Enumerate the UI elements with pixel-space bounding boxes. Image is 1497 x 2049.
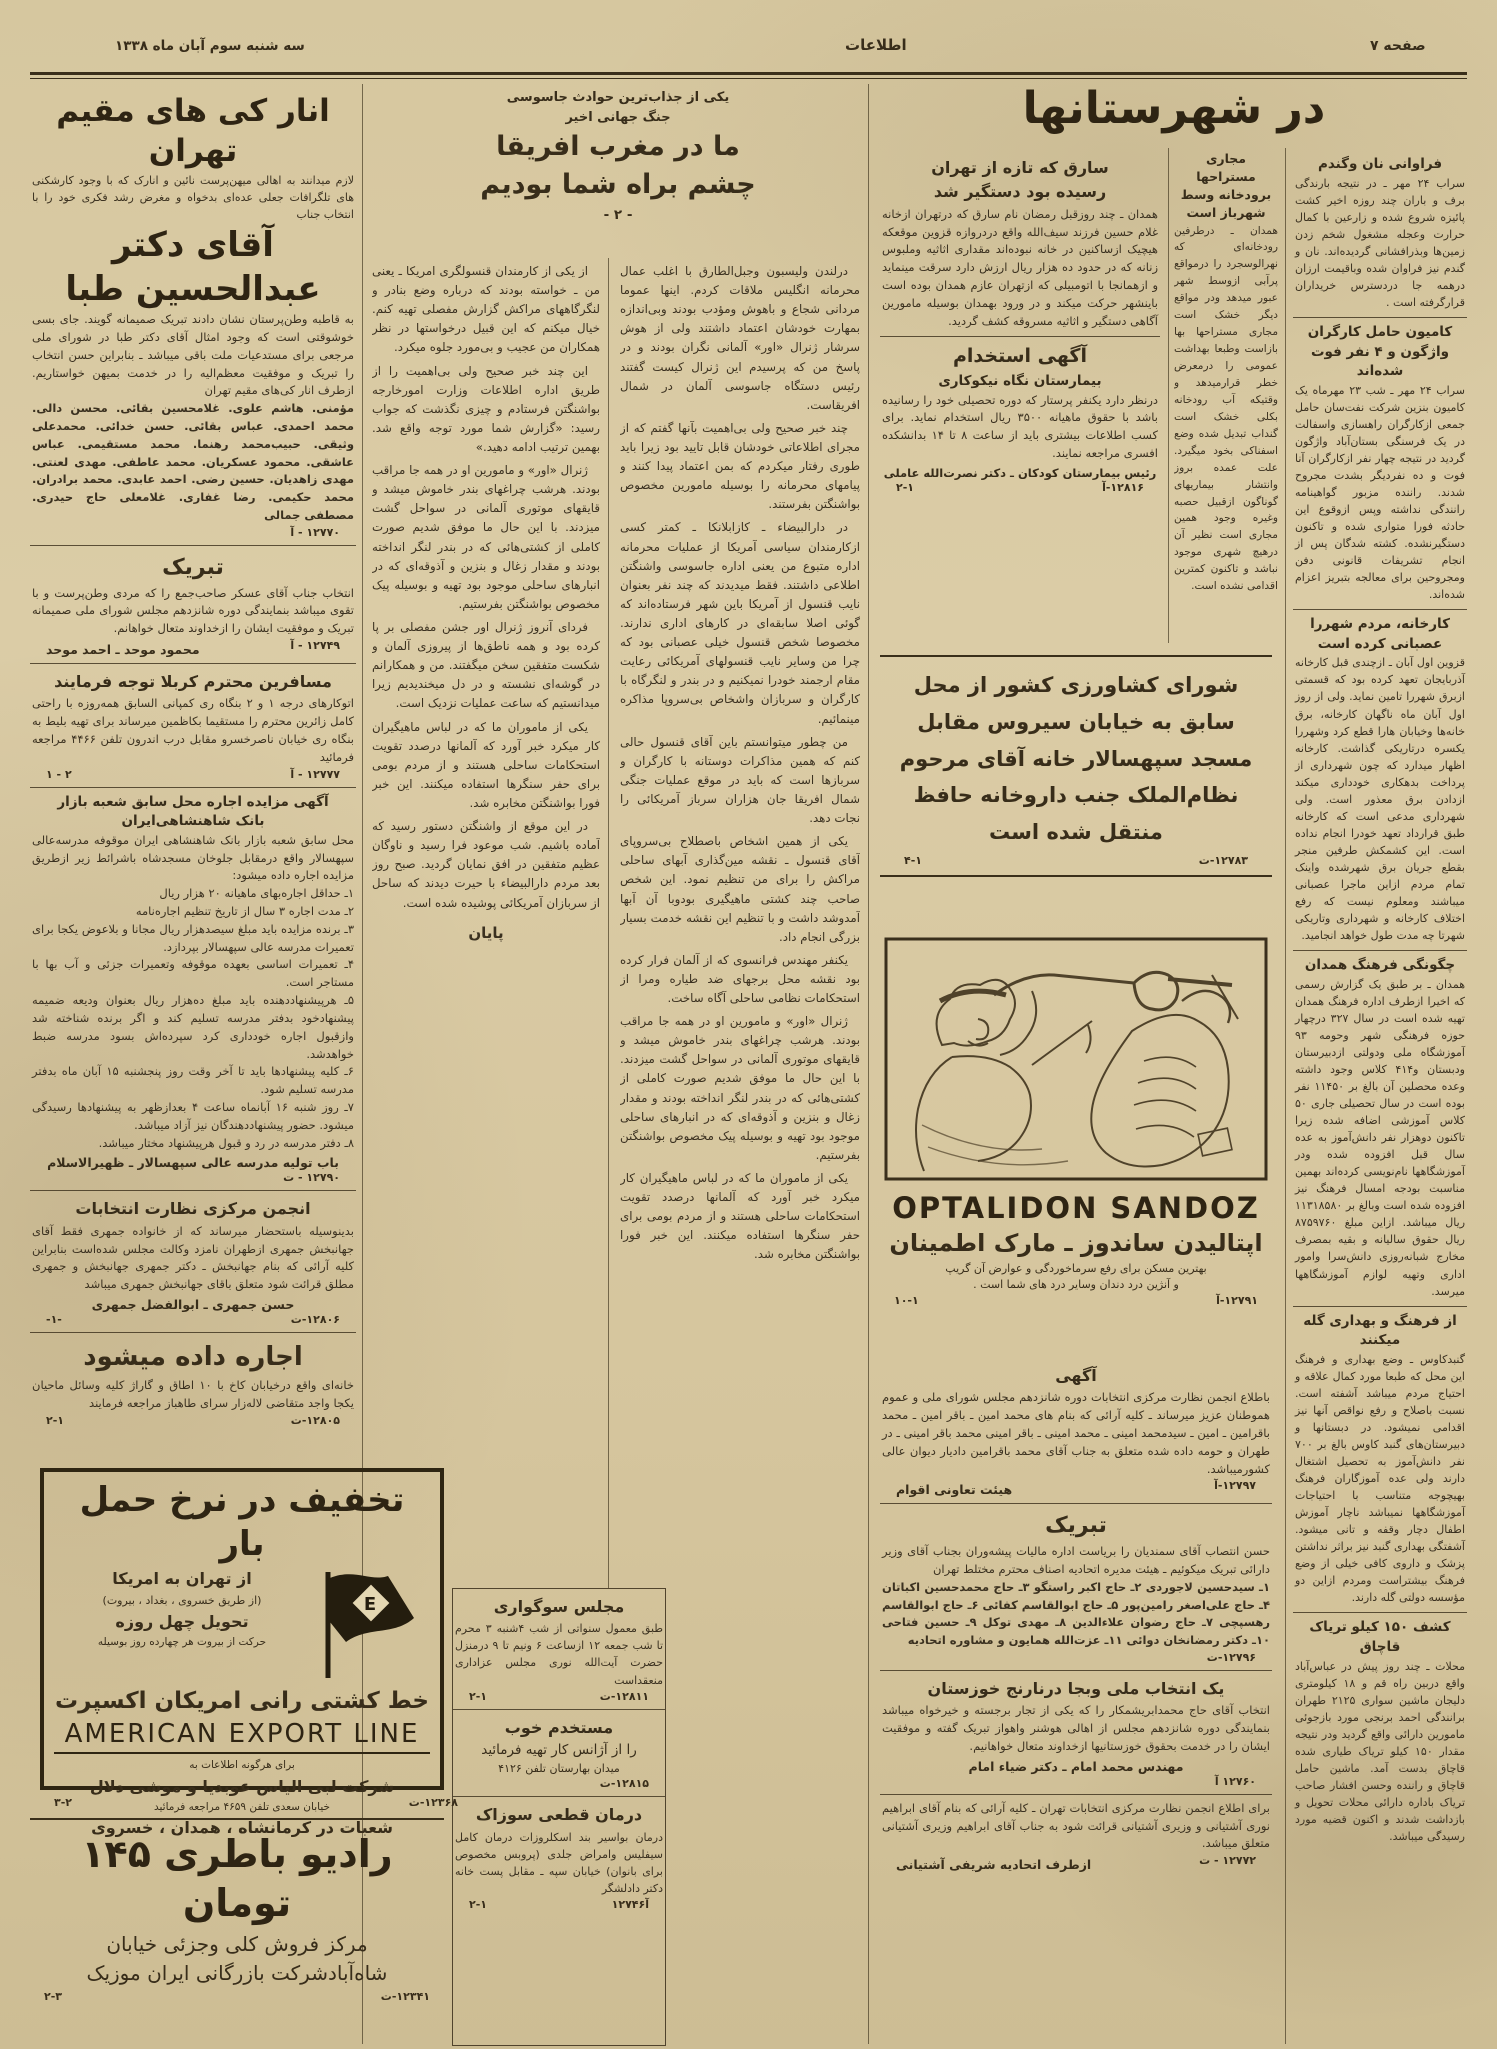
- run-count: ۱۰-۱: [894, 1294, 919, 1308]
- section-tabrik: [30, 545, 356, 663]
- american-export-flag-icon: [310, 1566, 430, 1684]
- agri-council-text: شورای کشاورزی کشور از محل سابق به خیابان سیروس مقابل مسجد سپهسالار خانه آقای مرحوم نظام‌الملک جنب داروخانه حافظ منتقل شده است: [899, 673, 1253, 844]
- mid-column-top: [880, 150, 1160, 648]
- mozayede-item: ۵ـ هرپیشنهاددهنده باید مبلغ ده‌هزار ریال بعنوان ودیعه ضمیمه پیشنهادخود بدفتر مدرسه تسلیم کند و اگر برنده شناخته شد وازقبول اجاره خودداری کرد سپرده‌اش بسود مدرسه ضبط خواهدشد.: [32, 993, 354, 1061]
- province-article: [1293, 1612, 1467, 1851]
- province-article: [1293, 317, 1467, 609]
- run-count: -۱-: [46, 1313, 62, 1327]
- optalidon-tagline2: و آنژین درد دندان وسایر درد های شما است .: [973, 1278, 1179, 1292]
- employee-body: را از آژانس کار تهیه فرمائید: [481, 1741, 637, 1758]
- column-rule: [1285, 148, 1286, 2044]
- left-ads-column: [30, 86, 356, 1456]
- provinces-headline-text: در شهرستانها: [1022, 83, 1326, 134]
- province-article-body: همدان ـ بر طبق یک گزارش رسمی که اخیرا ازطرف اداره فرهنگ همدان تهیه شده است در سال ۳۲۷ درچهار حوزه فرهنگی شهر وحومه ۹۳ آموزشگاه ملی ودولتی ازدبیرستان ودبستان و۴۱۴ کلاس وجود داشته وعده محصلین آن بالغ بر ۱۱۴۵۰ نفر بوده است در سال تحصیلی جاری ۵۰ کلاس آموزشی اضافه شده زیرا تاکنون دوهزار نفر دانش‌آموز به عده سال قبل افزوده شده ودر آموزشگاهها نام‌نویسی کرده‌اند بهمین مناسبت بودجه امسال فرهنگ نیز افزوده شده است وبالغ بر ۱۱۳۱۸۵۸۰ ریال میباشد. ازاین مبلغ ۸۷۵۹۷۶۰ ریال حقوق سالیانه و بقیه بمصرف مخارج شبانه‌روزی دانش‌سرا وامور اداری وتهیه لوازم آموزشگاهها میرسد.: [1295, 977, 1465, 1298]
- ship-ad-fa-name: خط کشتی رانی امریکان اکسپرت: [55, 1688, 429, 1715]
- spy-paragraph: از یکی از کارمندان قنسولگری امریکا ـ یعنی من ـ خواسته بودند که درباره وضع بنادر و لنگرگاههای مراکش گزارش مفصلی تهیه کنم. خیال میکنم که این قبیل درخواستها در نظر همکاران من عجیب و بی‌مورد جلوه میکرد.: [372, 264, 600, 355]
- spy-paragraph: یکی از همین اشخاص باصطلاح بی‌سروپای آقای قنسول ـ نقشه مین‌گذاری آبهای ساحلی مراکش را برای من تنظیم نمود. این شخص صاحب چند کشتی ماهیگیری بودوبا آن آبها آمدوشد داشت و با تنظیم این نقشه خدمت بسیار بزرگی انجام داد.: [620, 834, 860, 944]
- agri-council-box: [880, 655, 1272, 927]
- optalidon-tagline1: بهترین مسکن برای رفع سرماخوردگی و عوارض آن گریپ: [945, 1262, 1207, 1276]
- masthead: اطلاعات: [845, 36, 907, 54]
- thief-title2: رسیده بود دستگیر شد: [933, 182, 1107, 202]
- notice-number: ۱۲۷۹۷-آ: [1214, 1479, 1256, 1493]
- mozayede-item: ۴ـ تعمیرات اساسی بعهده موقوفه وتعمیرات جزئی و آب بها با مستاجر است.: [32, 957, 354, 990]
- medical-title: درمان قطعی سوزاک: [475, 1805, 643, 1825]
- radio-ad-line1: مرکز فروش کلی وجزئی خیابان: [106, 1931, 368, 1956]
- spy-kicker2: جنگ جهانی اخیر: [565, 109, 671, 125]
- province-article-title: کشف ۱۵۰ کیلو تریاک قاچاق: [1309, 1619, 1451, 1655]
- notice-number: ۱۲۷۹۶-ت: [1206, 1651, 1256, 1665]
- sewer-article-body: همدان ـ درطرفین رودخانه‌ای که نهرالوسجرد را درمواقع پرآبی ازوسط شهر عبور میدهد ودر مواقع دیگر خشک است مجاری مستراحها بها بازاست وطبعا بهداشت عمومی را درمعرض خطر قرارمیدهد و وقتیکه آب رودخانه بکلی خشک است گنداب تبدیل شده وضع اسفناکی بخود میگیرد. علت عمده بروز وانتشار بیماریهای گوناگون ازقبیل حصبه وغیره وجود همین مجاری است نظیر آن درهیچ شهری موجود نباشد و تاکنون کمترین اقدامی نشده است.: [1174, 224, 1278, 593]
- mozayede-item: ۸ـ دفتر مدرسه در رد و قبول هرپیشنهاد مختار میباشد.: [98, 1135, 354, 1150]
- notice-number: ۱۲۷۹۰ - ت: [283, 1171, 340, 1185]
- notice-number: ۱۲۷۸۳-ت: [1198, 853, 1248, 867]
- tabrik-body: انتخاب جناب آقای عسکر صاحب‌جمع را که مردی وطن‌پرست و با تقوی میباشد بنمایندگی دوره شانزدهم مجلس شورای ملی صمیمانه تبریک و موفقیت ایشان را ازخداوند متعال خواهانم.: [32, 585, 354, 636]
- radio-ad-title: رادیو باطری ۱۴۵ تومان: [81, 1832, 393, 1926]
- province-article-title: چگونگی فرهنگ همدان: [1304, 957, 1456, 974]
- province-article-body: محلات ـ چند روز پیش در عباس‌آباد واقع دربین راه قم و ۱۸ کیلومتری دلیجان ماشین سواری ۲۱۲۵ طهران برانندگی احمد برنجی مورد بازجوئی مامورین دارائی واقع گردید ودر نتیجه مقدار ۱۵۰ کیلو تریاک طیاری شده قاچاق بدست آمد. ماشین حامل قاچاق و راننده وحسن افشار صاحب تریاک باداره دارائی محلات تحویل و بازداشت شدند و اکنون قضیه مورد رسیدگی میباشد.: [1295, 1659, 1465, 1844]
- ship-ad-info1: برای هرگونه اطلاعات به: [189, 1759, 295, 1772]
- run-count: ۴-۱: [904, 853, 922, 867]
- guild-congrats-names: ۱ـ سیدحسین لاجوردی ۲ـ حاج اکبر راستگو ۳ـ حاج محمدحسین اکباتان ۴ـ حاج علی‌اصغر رامین‌پور ۵ـ حاج ابوالقاسم کفائی ۶ـ حاج ابوالقاسم رهسپچی ۷ـ حاج رضوان علاءالدین ۸ـ مهدی توکل ۹ـ حسین فتاحی ۱۰ـ دکتر رمضانخان دوائی ۱۱ـ عزت‌الله همایون و مشاوره اتحادیه: [882, 1579, 1271, 1648]
- spy-paragraph: در دارالبیضاء ـ کازابلانکا ـ کمتر کسی ازکارمندان سیاسی آمریکا از عملیات محرمانه اداره متبوع من یعنی اداره جاسوسی واشنگتن اطلاعی داشتند. فقط میدیدند که چند نفر بعنوان نایب قنسول از آمریکا باین شهر فرستاده‌اند که گوئی اصلا سابقه‌ای در کارهای اداری ندارند. مخصوصا شخص قنسول خیلی عصبانی بود که چرا من وسایر نایب قنسولهای آمریکائی رعایت مقام ارجمند خودرا نمیکنیم و در بندر و لنگرگاه با کارگران و سربازان واشخاص بی‌سروپا مذاکره مینمائیم.: [620, 520, 860, 726]
- guild-congrats: [880, 1503, 1272, 1670]
- spy-title1: ما در مغرب افریقا: [496, 131, 740, 162]
- ship-ad-info3: خیابان سعدی تلفن ۴۶۵۹ مراجعه فرمائید: [154, 1801, 330, 1814]
- karbala-title: مسافرین محترم کربلا توجه فرمایند: [54, 671, 332, 691]
- ship-ad-line1: از تهران به امریکا: [112, 1569, 252, 1589]
- province-article: [1293, 950, 1467, 1305]
- mozayede-intro: محل سابق شعبه بازار بانک شاهنشاهی ایران موقوفه مدرسه‌عالی سپهسالار واقع درمقابل جلوخان مسجدشاه باشرائط زیر ازطریق مزایده اجاره داده میشود:: [32, 832, 354, 883]
- small-ads-column: [452, 1588, 666, 2046]
- thief-title1: سارق که تازه از تهران: [931, 158, 1109, 177]
- anaraki-title: انار کی های مقیم تهران: [56, 93, 330, 170]
- section-anaraki: [30, 86, 356, 545]
- anjoman-signature: حسن جمهری ـ ابوالفضل جمهری: [91, 1297, 295, 1313]
- radio-ad: [30, 1818, 444, 2003]
- date-label: سه شنبه سوم آبان ماه ۱۳۳۸: [115, 38, 305, 54]
- ship-ad-latin-name: AMERICAN EXPORT LINE: [54, 1719, 430, 1754]
- section-karbala: [30, 663, 356, 787]
- mid-column-bottom: [880, 1358, 1272, 2044]
- province-article: [1293, 150, 1467, 317]
- ashtiani-notice-body: برای اطلاع انجمن نظارت مرکزی انتخابات تهران ـ کلیه آرائی که بنام آقای ابراهیم نوری آشتیانی و وزیری آشتیانی قرائت شود به جناب آقای ابراهیم وزیری آشتیانی متعلق میباشد.: [882, 1800, 1270, 1851]
- mourning-body: طبق معمول سنواتی از شب ۴شنبه ۳ محرم تا شب جمعه ۱۲ ازساعت ۶ ونیم تا ۹ درمنزل حضرت آیت‌الله نوری مجلس عزاداری منعقداست: [455, 1622, 664, 1687]
- employment-body: درنظر دارد یکنفر پرستار که دوره تحصیلی خود را رسانیده باشد با حقوق ماهیانه ۳۵۰۰ ریال استخدام نماید. برای کسب اطلاعات بیشتری باید از ساعت ۸ تا ۱۴ بدانشکده افسری مراجعه نمایند.: [882, 392, 1159, 461]
- spy-paragraph: چند خبر صحیح ولی بی‌اهمیت بآنها گفتم که از مجرای اطلاعاتی خودشان قابل تایید بود زیرا باید طوری رفتار میکردم که بمن اعتماد پیدا کنند و پیامهای محرمانه را بوسیله مامورین مخصوص بواشنگتن بفرستند.: [620, 420, 860, 512]
- sewer-article-title: مجاری مستراحها برودخانه وسط شهرباز است: [1180, 151, 1272, 221]
- ship-ad-title: تخفیف در نرخ حمل بار: [79, 1480, 405, 1565]
- province-article-title: از فرهنگ و بهداری گله میکنند: [1303, 1312, 1457, 1349]
- notice-number: ۱۲۷۹۱-آ: [1216, 1294, 1258, 1308]
- section-anjoman: [30, 1190, 356, 1332]
- ship-ad-info2: شرکت لبی الیاس عوبدیا و موشی دلال: [89, 1776, 395, 1796]
- optalidon-latin-name: OPTALIDON SANDOZ: [892, 1191, 1260, 1225]
- karbala-body: اتوکارهای درجه ۱ و ۲ بنگاه ری کمپانی السابق همه‌روزه با راحتی کامل زائرین محترم را مستقیما بکاظمین میرساند برای تهیه بلیط به بنگاه ری خیابان ناصرخسرو مقابل درب اندرون تلفن ۴۴۶۶ مراجعه فرمائید: [32, 696, 354, 764]
- spy-paragraph: من چطور میتوانستم باین آقای قنسول حالی کنم که همین مذاکرات دوستانه با کارگران و سربازها است که باید در موقع عملیات جنگی شمال افریقا جان هزاران سرباز آمریکائی را نجات دهد.: [620, 734, 860, 826]
- notice-number: ۱۲۸۱۶-آ: [1102, 480, 1144, 494]
- spy-title2: چشم براه شما بودیم: [480, 169, 756, 201]
- anjoman-title: انجمن مرکزی نظارت انتخابات: [75, 1199, 311, 1219]
- notice-number: آ۱۲۷۴۶: [611, 1898, 649, 1912]
- spy-paragraph: فردای آنروز ژنرال اور جشن مفصلی بر پا کرده بود و همه ناطق‌ها از پیروزی آلمان و شکست متفقین سخن میگفتند. من و همکارانم در گوشه‌ای نشسته و در دل میخندیدیم زیرا میدانستیم که ساعت عملیات نزدیک است.: [372, 619, 600, 711]
- radio-ad-line2: شاه‌آبادشرکت بازرگانی ایران موزیک: [86, 1960, 388, 1985]
- ashtiani-notice: [880, 1794, 1272, 1878]
- spy-paragraph: ژنرال «اور» و مامورین او در همه جا مراقب بودند. هرشب چراغهای بندر خاموش میشد و قایقهای موتوری آلمانی در سواحل گشت میزدند. با این حال ما موفق شدیم صورت کاملی از کشتی‌هائی که در بندر لنگر انداخته بودند و مقدار زغال و بنزین و آذوقه‌ای که در انبارهای ساحلی موجود بود تهیه و بوسیله پیک مخصوص بواشنگتن بفرستیم.: [620, 1014, 860, 1162]
- tabrik-signature: محمود موحد ـ احمد موحد: [46, 641, 200, 657]
- thief-article: [880, 150, 1160, 336]
- thief-body: همدان ـ چند روزقبل رمضان نام سارق که درتهران ازخانه غلام حسین فرزند سیف‌الله واقع دردروازه قزوین موقعکه هیچیک ازساکنین در خانه نبوده‌اند مقداری اثاثیه وملبوس زنانه که در حدود ده هزار ریال ارزش دارد سرقت مینماید و ازهمانجا با اتومبیلی که ازتهران عازم همدان بوده است باینشهر حرکت میکند و در ورود بهمدان بوسیله مامورین آگاهی دستگیر و اثاثیه مسروقه کشف گردید.: [882, 206, 1158, 328]
- spy-paragraph: یکنفر مهندس فرانسوی که از آلمان فرار کرده بود نقشه محل برجهای ضد طیاره ومرا از استحکامات نظامی ساحلی آگاه ساخت.: [620, 952, 860, 1006]
- notice-number: ۱۲۸۱۵-ت: [599, 1777, 649, 1791]
- province-article-title: فراوانی نان وگندم: [1317, 156, 1443, 172]
- section-mozayede: [30, 787, 356, 1191]
- spy-end-mark: پایان: [468, 923, 504, 942]
- notice-number: ۱۲۷۷۰ - آ: [290, 525, 340, 539]
- anaraki-subtext: لازم میدانند به اهالی میهن‌پرست نائین و انارک که با وجود کارشکنی های تلگرافات جعلی عده‌ای بدخواه و مغرض رشد فکری خود را با انتخاب جناب: [32, 173, 354, 221]
- provinces-column: [1293, 150, 1467, 2044]
- employment-title: آگهی استخدام: [952, 345, 1087, 368]
- mozayede-item: ۲ـ مدت اجاره ۳ سال از تاریخ تنظیم اجاره‌نامه: [135, 904, 354, 918]
- province-article-body: قزوین اول آبان ـ ازچندی قبل کارخانه آذربایجان تعهد کرده بود که قسمتی ازبرق شهررا تامین نماید. ولی از روز اول آبان ماه ناگهان کارخانه، برق خانه‌ها وخیابان هارا قطع کرد وشهررا یکسره درتاریکی گذاشت. کارخانه اظهار میدارد که چون شهرداری از پرداخت بدهکاری خودداری میکند ازدادن برق معذور است. ولی شهرداری مدعی است که کارخانه طبق قرارداد تعهد خودرا انجام نداده است. این کشمکش طرفین منجر بقطع جریان برق شهرشده واینک تمام مردم ازاین ماجرا عصبانی میباشند ومعلوم نیست که رفع اختلاف کارخانه و شهرداری وتاریکی شهرتا چه مدت طول خواهد انجامید.: [1295, 656, 1465, 943]
- page-number-label: صفحه ۷: [1370, 38, 1426, 54]
- run-count: ۲-۱: [896, 480, 914, 494]
- header-rule-thick: [30, 72, 1467, 75]
- notice-number: ۱۲۷۷۲ - ت: [1199, 1854, 1256, 1868]
- province-article: [1293, 1306, 1467, 1613]
- medical-notice: [453, 1796, 665, 1917]
- ship-ad-numbers: [40, 1795, 472, 1809]
- spy-article-headline: [372, 88, 864, 256]
- employee-title: مستخدم خوب: [504, 1717, 614, 1737]
- svg-text:E: E: [363, 1594, 379, 1616]
- spy-article-column-left: [372, 262, 600, 1560]
- ejare-body: خانه‌ای واقع درخیابان کاخ با ۱۰ اطاق و گاراژ کلیه وسائل ماحیان یکجا واجد متقاضی لاله‌زار سرای طاهباز مراجعه فرمایند: [32, 1378, 354, 1410]
- notice-number: ۱۲۷۶۰ آ: [1214, 1774, 1256, 1788]
- header-rule-thin: [30, 78, 1467, 79]
- spy-paragraph: یکی از ماموران ما که در لباس ماهیگیران کار میکرد خبر آورد که آلمانها درصدد تقویت استحکامات ساحلی هستند و از مردم بومی برای حفر سنگرها استفاده میکنند. این خبر فورا بواشنگتن مخابره شد.: [372, 719, 600, 810]
- provinces-headline: [880, 80, 1468, 142]
- notice-number: ۱۲۷۴۹ - آ: [290, 638, 340, 652]
- mozayede-title: آگهی مزایده اجاره محل سابق شعبه بازار: [57, 793, 329, 810]
- spy-part-number: - ۲ -: [603, 206, 633, 223]
- optalidon-ad: [880, 935, 1272, 1355]
- election-notice-title: آگهی: [1055, 1366, 1097, 1385]
- notice-number: ۱۲۸۱۱-ت: [599, 1689, 649, 1703]
- ship-ad-line2: (از طریق خسروی ، بغداد ، بیروت): [102, 1593, 262, 1607]
- khuzestan-congrats-body: انتخاب آقای حاج محمدابریشمکار را که یکی از تجار برجسته و خیرخواه میباشد بنمایندگی دوره شانزدهم مجلس از اهالی هوشنر واهواز تبریک گفته و موفقیت ایشان را در خدمت بحقوق خوزستانیها ازخداوند متعال خواهانیم.: [882, 1703, 1270, 1754]
- province-article-body: سراب ۲۴ مهر ـ در نتیجه بارندگی برف و باران چند روزه اخیر کشت پائیزه شروع شده و زارعین با کمال حرارت وعجله مشغول شخم زدن زمین‌ها وبذرافشانی گردیده‌اند. نان و گندم نیز فراوان شده وباقیمت ارزان درهمه جا دردسترس خریداران قرارگرفته است .: [1295, 176, 1465, 309]
- notice-number: ۱۲۸۰۵-ت: [290, 1413, 340, 1427]
- run-count: ۲-۱: [469, 1898, 487, 1912]
- mourning-notice: [453, 1589, 665, 1709]
- section-ejare: [30, 1332, 356, 1433]
- sewer-article-column: [1174, 150, 1278, 644]
- anaraki-doctor-name: آقای دکتر عبدالحسین طبا: [65, 224, 321, 309]
- province-article-title: کارخانه، مردم شهررا عصبانی کرده است: [1310, 616, 1450, 652]
- mozayede-item: ۳ـ برنده مزایده باید مبلغ سیصدهزار ریال مجانا و بلاعوض یکجا برای تعمیرات مدرسه عالی سپهسالار بپردازد.: [32, 921, 354, 954]
- ashtiani-notice-signature: ازطرف اتحادیه شریفی آشتیانی: [896, 1857, 1092, 1873]
- run-count: ۳-۲: [54, 1796, 72, 1809]
- notice-number: ۱۲۷۷۷ - آ: [290, 767, 340, 781]
- anaraki-body: به قاطبه وطن‌پرستان نشان دادند تبریک صمیمانه گویند. جای بسی خوشوقتی است که وجود امثال آقای دکتر طبا در شورای ملی مرجعی برای مستدعیات ملت باقی میباشد ـ بنابراین حسن انتخاب را تبریک و موفقیت معظم‌الیه را در خدمت بمیهن خواستاریم. ازطرف انار کی‌های مقیم تهران: [32, 312, 354, 398]
- run-count: ۲-۳: [44, 1989, 62, 2003]
- medical-body: درمان بواسیر بند اسکلروزات درمان کامل سیفلیس وامراض جلدی (پروبس مخصوص برای بانوان) خیابان سپه ـ مقابل پست خانه دکتر دادلشگر: [455, 1830, 663, 1895]
- ship-ad-info4: شعبات در کرمانشاه ، همدان ، خسروی: [91, 1818, 393, 1838]
- spy-paragraph: یکی از ماموران ما که در لباس ماهیگیران کار میکرد خبر آورد که آلمانها درصدد تقویت استحکامات ساحلی هستند و از مردم بومی برای حفر سنگرها استفاده میکنند. این خبر فورا بواشنگتن مخابره شد.: [620, 1171, 860, 1262]
- election-notice-body: باطلاع انجمن نظارت مرکزی انتخابات دوره شانزدهم مجلس شورای ملی و عموم هموطنان عزیز میرساند ـ کلیه آرائی که بنام های محمد امین ـ باقر امین ـ محمد باقرامین ـ امین ـ سیدمحمد امینی ـ محمد امینی ـ باقر امینی محمد باقر امینی ـ در طهران و حومه داده شده متعلق به جناب آقای محمد باقرامین دادیار دیوان عالی کشورمیباشد.: [882, 1390, 1270, 1476]
- notice-number: ۱۲۳۴۱-ت: [380, 1989, 430, 2003]
- khuzestan-congrats-signature: مهندس محمد امام ـ دکتر ضیاء امام: [968, 1758, 1184, 1774]
- optalidon-fa-name: اپتالیدن ساندوز ـ مارک اطمینان: [889, 1229, 1263, 1257]
- run-count: ۲ - ۱: [46, 767, 72, 781]
- mozayede-item: ۷ـ روز شنبه ۱۶ آبانماه ساعت ۴ بعدازظهر به پیشنهادها رسیدگی میشود. حضور پیشنهاددهندگان نیز آزاد میباشد.: [32, 1099, 354, 1132]
- anaraki-names: مؤمنی. هاشم علوی. غلامحسین بقائی. محسن دالی. محمد احمدی. عباس بقائی. حسن خدائی. محمدعلی وثیقی. حبیب‌محمد رهنما. محمد مستقیمی. عباس عاشقی. محمود عسکریان. محمد عاطفی. مهدی لعنتی. مهدی زاهدیان. حسین رضی. احمد عابدی. محمد برادران. محمد حکیمی. رضا غفاری. غلامعلی حاج حیدری. مصطفی جمالی: [32, 401, 354, 523]
- khuzestan-congrats: [880, 1670, 1272, 1794]
- ship-ad-line4: حرکت از بیروت هر چهارده روز بوسیله: [97, 1636, 267, 1649]
- mozayede-item: ۶ـ کلیه پیشنهادها باید تا آخر وقت روز پنجشنبه ۱۵ آبان ماه بدفتر مدرسه تسلیم شود.: [32, 1064, 354, 1097]
- employee-notice: [453, 1709, 665, 1797]
- anjoman-body: بدینوسیله باستحضار میرساند که از خانواده جمهری فقط آقای جهانبخش جمهری ازطهران نامزد وکالت مجلس شده‌است بنابراین کلیه آرائی که بنام جهانبخش ـ دکتر جمهری جهانبخش و جمهری مطلق قرائت شود متعلق باقای جهانبخش جمهری میباشد: [32, 1223, 354, 1292]
- employment-notice: [880, 336, 1160, 499]
- notice-number: ۱۲۸۰۶-ت: [290, 1313, 340, 1327]
- ejare-title: اجاره داده میشود: [83, 1342, 303, 1373]
- column-rule: [608, 258, 609, 1588]
- province-article-body: گنبدکاوس ـ وضع بهداری و فرهنگ این محل که طبعا مورد کمال علاقه و احتیاج مردم میباشد آشفته است. نسبت باصلاح و رفع نواقص آنها نیز اقدامی نمیشود. در دبستانها و دبیرستان‌های گنبد کاوس بالغ بر ۷۰۰ نفر دانش‌آموز به تحصیل اشتغال دارند ولی عده آموزگاران فرهنگ بهیچوجه متناسب با احتیاجات آموزشگاهها نمیباشد ناچار آموزش اطفال دچار وقفه و تانی میشود. آشفتگی بهداری گنبد نیز براثر نداشتن پزشک و داروی کافی خیلی از وضع فرهنگ بیشتراست ومردم ازاین دو مؤسسه دولتی گله دارند.: [1295, 1352, 1465, 1605]
- column-rule: [1168, 148, 1169, 643]
- employee-address: میدان بهارستان تلفن ۴۱۲۶: [498, 1761, 620, 1775]
- khuzestan-congrats-title: یک انتخاب ملی وبجا درنارنج خوزستان: [927, 1679, 1225, 1699]
- employment-subtitle: بیمارستان نگاه نیکوکاری: [938, 373, 1102, 390]
- mozayede-signature: باب تولیه مدرسه عالی سپهسالار ـ ظهیرالاسلام: [47, 1155, 339, 1171]
- election-notice-signature: هیئت تعاونی اقوام: [896, 1482, 1013, 1498]
- run-count: ۲-۱: [46, 1413, 64, 1427]
- tabrik-title: تبریک: [162, 554, 224, 580]
- spy-paragraph: درلندن ولیسبون وجبل‌الطارق با اغلب عمال محرمانه انگلیس ملاقات کردم. اینها عموما مردانی شجاع و باهوش ومؤدب بودند وبی‌اندازه بمهارت خودشان اعتماد داشتند ولی از هوش سرشار ژنرال «اور» آلمانی نگران بودند و در پاسخ من که پرسیدم این ژنرال کیست گفتند رئیس دستگاه جاسوسی آلمان در شمال افریقاست.: [620, 264, 860, 412]
- column-rule: [868, 84, 869, 2044]
- province-article: [1293, 609, 1467, 950]
- mourning-title: مجلس سوگواری: [493, 1597, 625, 1616]
- spy-kicker1: یکی از جذاب‌ترین حوادث جاسوسی: [506, 90, 730, 105]
- spy-paragraph: ژنرال «اور» و مامورین او در همه جا مراقب بودند. هرشب چراغهای بندر خاموش میشد و قایقهای موتوری آلمانی در سواحل گشت میزدند. با این حال ما موفق شدیم صورت کاملی از کشتی‌هائی که در بندر لنگر انداخته بودند و مقدار زغال و بنزین و آذوقه‌ای که در انبارهای ساحلی موجود بود تهیه و بوسیله پیک مخصوص بواشنگتن بفرستیم.: [372, 463, 600, 611]
- spy-paragraph: این چند خبر صحیح ولی بی‌اهمیت را از طریق اداره اطلاعات وزارت امورخارجه بواشنگتن فرستادم و چیزی نگذشت که جواب رسید: «گزارش شما مورد توجه واقع شد. بهمین ترتیب ادامه دهید.»: [372, 363, 600, 454]
- province-article-title: کامیون حامل کارگران واژگون و ۴ نفر فوت شده‌اند: [1307, 323, 1453, 380]
- guild-congrats-title: تبریک: [1045, 1513, 1107, 1539]
- guild-congrats-body: حسن انتصاب آقای سمندیان را بریاست اداره مالیات پیشه‌وران بجناب آقای وزیر دارائی تبریک میکوئیم ـ هیئت مدیره اتحادیه اصناف محترم مختلط تهران: [882, 1544, 1270, 1576]
- employment-signature: رئیس بیمارستان کودکان ـ دکتر نصرت‌الله عاملی: [883, 465, 1157, 480]
- ship-ad-line3: تحویل چهل روزه: [115, 1611, 249, 1631]
- mozayede-item: ۱ـ حداقل اجاره‌بهای ماهیانه ۲۰ هزار ریال: [159, 886, 354, 901]
- run-count: ۲-۱: [469, 1689, 487, 1703]
- notice-number: ۱۲۳۶۸-ت: [408, 1796, 458, 1809]
- mozayede-title2: بانک شاهنشاهی‌ایران: [121, 813, 265, 830]
- optalidon-illustration: [882, 935, 1270, 1183]
- election-notice: [880, 1358, 1272, 1503]
- province-article-body: سراب ۲۴ مهر ـ شب ۲۳ مهرماه یک کامیون بنزین شرکت نفت‌سان حامل جمعی ازکارگران راهسازی واسفالت در یک فرسنگی بستان‌آباد واژگون گردید در نتیجه چهار نفر ازکارگران آنا فوت و ده نفردیگر بشدت مجروح شدند. راننده مزبور گواهینامه رانندگی نداشته وپس ازوقوع این حادثه فورا متواری شده و تاکنون دستگیرنشده. کشته شدگان پس از انجام تشریفات قانونی دفن ومجروحین برای معالجه بتبریز اعزام شده‌اند.: [1295, 383, 1465, 602]
- spy-paragraph: در این موقع از واشنگتن دستور رسید که آماده باشیم. شب موعود فرا رسید و ناوگان عظیم متفقین در افق نمایان گردید. صبح روز بعد مردم دارالبیضاء با حیرت دیدند که ساحل از سربازان آمریکائی پوشیده شده است.: [372, 819, 600, 910]
